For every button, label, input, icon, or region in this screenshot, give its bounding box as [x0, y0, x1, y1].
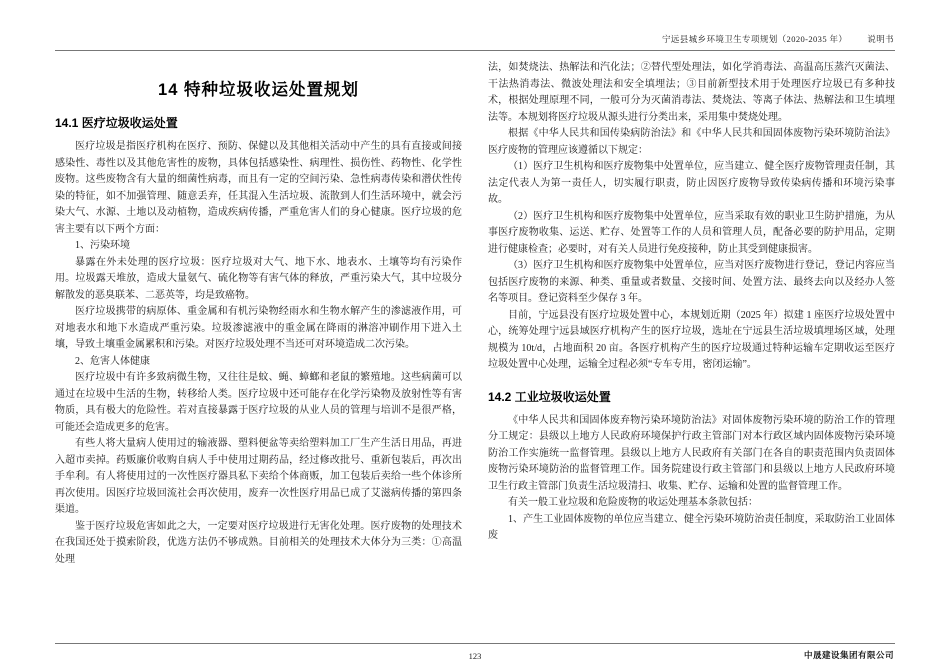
company-name: 中晟建设集团有限公司 — [803, 650, 894, 660]
paragraph: 医疗垃圾携带的病原体、重金属和有机污染物经雨水和生物水解产生的渗滤液作用，可对地表水和地下水造成严重污染。垃圾渗滤液中的重金属在降雨的淋溶冲刷作用下进入土壤，导致土壤重金属累积和污染。对医疗垃圾处理不当还可对环境造成二次污染。 — [55, 306, 462, 350]
paragraph-continuation: 法，如焚烧法、热解法和汽化法；②替代型处理法，如化学消毒法、高温高压蒸汽灭菌法、干法热消毒法、微波处理法和安全填埋法；③目前新型技术用于处理医疗垃圾已有多种技术，根据处理原理不同，一般可分为灭菌消毒法、焚烧法、等离子体法、热解法和卫生填埋法等。本规划将医疗垃圾从源头进行分类出来，采用集中焚烧处理。 — [488, 62, 895, 123]
paragraph: （3）医疗卫生机构和医疗废物集中处置单位，应当对医疗废物进行登记，登记内容应当包括医疗废物的来源、种类、重量或者数量、交接时间、处置方法、最终去向以及经办人签名等项目。登记资料至少保存 3 年。 — [488, 260, 895, 304]
right-column — [488, 60, 895, 637]
footer-rule — [55, 643, 895, 644]
paragraph: 有关一般工业垃圾和危险废物的收运处理基本条款包括： — [508, 497, 758, 508]
paragraph: 1、产生工业固体废物的单位应当建立、健全污染环境防治责任制度，采取防治工业固体废 — [488, 513, 895, 541]
paragraph: 鉴于医疗垃圾危害如此之大，一定要对医疗垃圾进行无害化处理。医疗废物的处理技术在我国还处于摸索阶段，优选方法仍不够成熟。目前相关的处理技术大体分为三类：①高温处理 — [55, 520, 462, 565]
section-title-14-2: 14.2 工业垃圾收运处置 — [488, 389, 611, 404]
subheading-pollution-env: 1、污染环境 — [75, 240, 130, 251]
paragraph: 医疗垃圾是指医疗机构在医疗、预防、保健以及其他相关活动中产生的具有直接或间接感染性、毒性以及其他危害性的废物，具体包括感染性、病理性、损伤性、药物性、化学性废物。这些废物含有大量的细菌性病毒，而且有一定的空间污染、急性病毒传染和潜伏性传染的特征，如不加强管理、随意丢弃，任其混入生活垃圾、流散到人们生活环境中，就会污染大气、水源、土地以及动植物，造成疾病传播，严重危害人们的身心健康。医疗垃圾的危害主要有以下两个方面： — [55, 141, 462, 235]
left-column — [55, 60, 462, 637]
header-title: 宁远县城乡环境卫生专项规划（2020-2035 年） — [661, 34, 848, 44]
paragraph: （1）医疗卫生机构和医疗废物集中处置单位，应当建立、健全医疗废物管理责任制，其法定代表人为第一责任人，切实履行职责，防止因医疗废物导致传染病传播和环境污染事故。 — [488, 161, 895, 205]
paragraph: 根据《中华人民共和国传染病防治法》和《中华人民共和国固体废物污染环境防治法》医疗废物的管理应该遵循以下规定： — [488, 128, 895, 156]
header-rule — [55, 50, 895, 51]
chapter-title: 14 特种垃圾收运处置规划 — [158, 81, 359, 99]
paragraph: 暴露在外未处理的医疗垃圾：医疗垃圾对大气、地下水、地表水、土壤等均有污染作用。垃圾露天堆放，造成大量氨气、硫化物等有害气体的释放，严重污染大气，其中垃圾分解散发的恶臭联苯、二恶英等，均是致癌物。 — [55, 256, 462, 301]
paragraph: 《中华人民共和国固体废弃物污染环境防治法》对固体废物污染环境的防治工作的管理分工规定：县级以上地方人民政府环境保护行政主管部门对本行政区域内固体废物污染环境防治工作实施统一监督管理。县级以上地方人民政府有关部门在各自的职责范围内负责固体废物污染环境防治的监督管理工作。国务院建设行政主管部门和县级以上地方人民政府环境卫生行政主管部门负责生活垃圾清扫、收集、贮存、运输和处置的监督管理工作。 — [488, 414, 895, 492]
content-columns — [55, 60, 895, 637]
paragraph: 目前，宁远县没有医疗垃圾处置中心，本规划近期（2025 年）拟建 1 座医疗垃圾处置中心，统筹处理宁远县域医疗机构产生的医疗垃圾，选址在宁远县生活垃圾填埋场区域，处理规模为 10t/d，占地面积 20 亩。各医疗机构产生的医疗垃圾通过特种运输车定期收运至医疗垃圾处置中心处理，运输全过程必须“专车专用，密闭运输”。 — [488, 309, 895, 370]
paragraph: 医疗垃圾中有许多致病微生物，又往往是蚊、蝇、蟑螂和老鼠的繁殖地。这些病菌可以通过在垃圾中生活的生物，转移给人类。医疗垃圾中还可能存在化学污染物及放射性等有害物质，具有极大的危险性。若对直接暴露于医疗垃圾的从业人员的管理与培训不是很严格，可能还会造成更多的危害。 — [55, 372, 462, 433]
paragraph: 有些人将大量病人使用过的输液器、塑料便盆等卖给塑料加工厂生产生活日用品，再进入超市卖掉。药贩廉价收购自病人手中使用过期药品，经过修改批号、重新包装后，再次出手牟利。有人将使用过的一次性医疗器具私下卖给个体商贩，加工包装后卖给一些个体诊所再次使用。因医疗垃圾回流社会再次使用，废弃一次性医疗用品已成了艾滋病传播的第四条渠道。 — [55, 438, 462, 515]
header-doc-type: 说明书 — [867, 34, 894, 44]
page-number: 123 — [468, 651, 482, 661]
page-header — [662, 33, 894, 45]
section-title-14-1: 14.1 医疗垃圾收运处置 — [55, 116, 178, 130]
paragraph: （2）医疗卫生机构和医疗废物集中处置单位，应当采取有效的职业卫生防护措施，为从事医疗废物收集、运送、贮存、处置等工作的人员和管理人员，配备必要的防护用品，定期进行健康检查；必要时，对有关人员进行免疫接种，防止其受到健康损害。 — [488, 210, 895, 255]
subheading-human-health: 2、危害人体健康 — [75, 355, 150, 367]
